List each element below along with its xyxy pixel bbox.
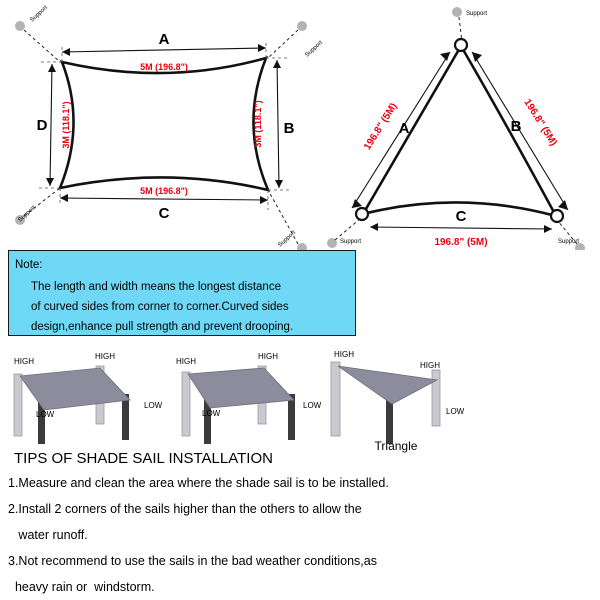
- triangle-dimension-left-text: 196.8" (5M): [362, 101, 400, 153]
- tips-item: 1.Measure and clean the area where the shade sail is to be installed.: [8, 476, 389, 490]
- triangle-dimension-left: [352, 52, 450, 208]
- triangle-sail-outline: [363, 46, 559, 216]
- triangle-dimension-right-text: 196.8" (5M): [521, 97, 559, 149]
- corner-ring-icon: [356, 208, 368, 220]
- triangle-side-label-a: A: [398, 120, 410, 137]
- arrow-head-icon: [62, 48, 70, 56]
- illustration-triangle-sail: [331, 350, 465, 453]
- note-title: Note:: [15, 259, 43, 271]
- arrow-head-icon: [60, 194, 68, 202]
- side-label-b: B: [283, 120, 295, 137]
- low-label: LOW: [303, 401, 322, 410]
- arrow-head-icon: [370, 223, 378, 231]
- tips-item: 2.Install 2 corners of the sails higher than the others to allow the: [8, 502, 362, 516]
- dimension-diagrams: [0, 0, 600, 250]
- corner-ring-icon: [551, 210, 563, 222]
- arrow-head-icon: [48, 64, 56, 72]
- high-label: HIGH: [420, 361, 440, 370]
- support-dot-icon: [15, 21, 25, 31]
- arrow-head-icon: [275, 180, 283, 188]
- note-line-2: of curved sides from corner to corner.Curved sides: [31, 301, 289, 313]
- arrow-head-icon: [260, 196, 268, 204]
- post: [182, 372, 190, 436]
- high-label: HIGH: [258, 352, 278, 361]
- support-leader-line: [335, 218, 361, 240]
- high-label: HIGH: [176, 357, 196, 366]
- support-label: Support: [304, 39, 324, 59]
- post: [432, 370, 440, 426]
- illustration-rectangle-sail: [176, 352, 322, 444]
- arrow-head-icon: [258, 44, 266, 52]
- sail-surface: [338, 366, 437, 404]
- triangle-dimension-bottom-text: 196.8" (5M): [434, 237, 488, 248]
- dimension-line: [50, 64, 52, 186]
- dimension-line: [60, 198, 268, 200]
- sail-surface: [20, 368, 130, 410]
- support-label: Support: [340, 239, 362, 245]
- post: [288, 394, 295, 440]
- support-leader-line: [24, 30, 60, 62]
- triangle-diagram: [327, 7, 585, 250]
- support-dot-icon: [297, 243, 307, 250]
- low-label: LOW: [202, 409, 221, 418]
- high-label: HIGH: [14, 357, 34, 366]
- dimension-line: [370, 227, 552, 229]
- tips-title: TIPS OF SHADE SAIL INSTALLATION: [14, 450, 273, 467]
- dimension-top-text: 5M (196.8"): [140, 62, 188, 72]
- support-dot-icon: [297, 21, 307, 31]
- dimension-line: [62, 48, 266, 52]
- side-label-a: A: [158, 31, 170, 48]
- low-label: LOW: [36, 410, 55, 419]
- high-label: HIGH: [95, 352, 115, 361]
- note-line-3: design,enhance pull strength and prevent drooping.: [31, 321, 294, 333]
- support-leader-line: [268, 30, 298, 58]
- arrow-head-icon: [273, 60, 281, 68]
- support-dot-icon: [452, 7, 462, 17]
- triangle-dimension-right: [472, 52, 568, 210]
- low-label: LOW: [144, 401, 163, 410]
- tips-item: water runoff.: [8, 528, 88, 542]
- support-label: Support: [558, 239, 580, 245]
- support-label: Support: [277, 229, 297, 249]
- side-label-c: C: [158, 205, 170, 222]
- arrow-head-icon: [544, 225, 552, 233]
- rectangle-diagram: [15, 5, 324, 250]
- corner-ring-icon: [455, 39, 467, 51]
- high-label: HIGH: [334, 350, 354, 359]
- low-label: LOW: [446, 407, 465, 416]
- post: [14, 374, 22, 436]
- tips-item: heavy rain or windstorm.: [8, 580, 155, 594]
- support-label: Support: [466, 11, 488, 17]
- arrow-head-icon: [46, 178, 54, 186]
- triangle-dimension-bottom: [370, 208, 552, 248]
- note-line-1: The length and width means the longest distance: [31, 281, 281, 293]
- tips-list: [8, 470, 588, 600]
- post: [331, 362, 340, 436]
- dimension-bottom: [60, 186, 268, 222]
- support-label: Support: [17, 204, 37, 224]
- installation-illustrations: [0, 340, 600, 460]
- dimension-line: [277, 60, 279, 188]
- triangle-side-label-c: C: [455, 208, 467, 225]
- dimension-bottom-text: 5M (196.8"): [140, 186, 188, 196]
- tips-item: 3.Not recommend to use the sails in the bad weather conditions,as: [8, 554, 377, 568]
- triangle-side-label-b: B: [510, 118, 522, 135]
- rectangle-sail-outline: [60, 58, 268, 190]
- illustration-square-sail: [14, 352, 163, 444]
- dimension-right-text: 3M (118.1"): [253, 100, 263, 148]
- triangle-caption: Triangle: [374, 439, 418, 453]
- dimension-left-text: 3M (118.1"): [61, 101, 71, 149]
- note-box: [8, 250, 356, 336]
- side-label-d: D: [36, 117, 48, 134]
- support-label: Support: [29, 4, 49, 24]
- sail-surface: [188, 368, 294, 408]
